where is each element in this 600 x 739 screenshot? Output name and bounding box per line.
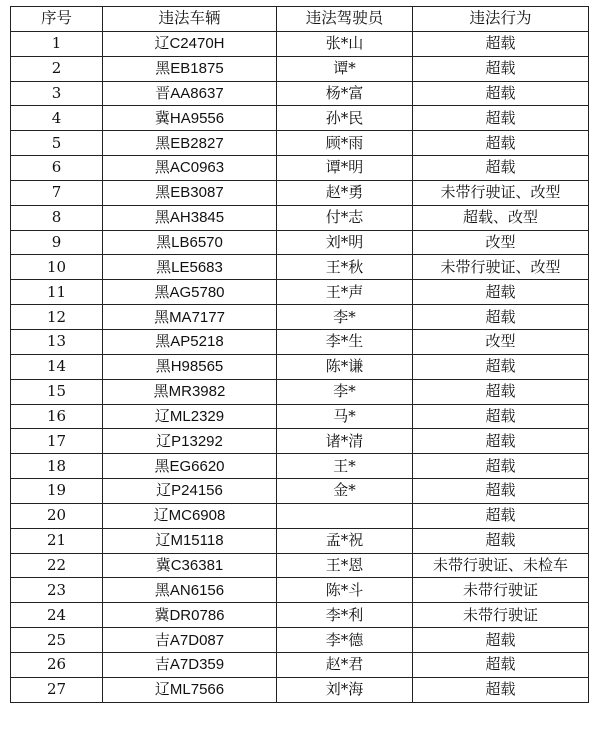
cell-violation: 未带行驶证、未检车 bbox=[413, 553, 589, 578]
table-row bbox=[11, 379, 589, 404]
header-row bbox=[11, 7, 589, 32]
table-row bbox=[11, 255, 589, 280]
cell-violation: 超载 bbox=[413, 454, 589, 479]
cell-serial-number: 15 bbox=[11, 379, 103, 404]
cell-violation: 超载 bbox=[413, 429, 589, 454]
cell-serial-number: 25 bbox=[11, 628, 103, 653]
cell-driver: 王*恩 bbox=[277, 553, 413, 578]
table-row bbox=[11, 503, 589, 528]
cell-driver: 李* bbox=[277, 305, 413, 330]
cell-violation: 超载 bbox=[413, 503, 589, 528]
cell-vehicle-plate: 黑AC0963 bbox=[103, 156, 277, 181]
cell-vehicle-plate: 黑MR3982 bbox=[103, 379, 277, 404]
violations-table bbox=[10, 6, 589, 703]
table-row bbox=[11, 106, 589, 131]
cell-driver: 李*利 bbox=[277, 603, 413, 628]
cell-vehicle-plate: 黑AP5218 bbox=[103, 329, 277, 354]
cell-violation: 超载 bbox=[413, 305, 589, 330]
cell-driver: 金* bbox=[277, 479, 413, 504]
table-row bbox=[11, 280, 589, 305]
cell-vehicle-plate: 黑MA7177 bbox=[103, 305, 277, 330]
cell-serial-number: 3 bbox=[11, 81, 103, 106]
cell-driver: 赵*勇 bbox=[277, 180, 413, 205]
cell-violation: 未带行驶证、改型 bbox=[413, 180, 589, 205]
table-row bbox=[11, 156, 589, 181]
cell-violation: 改型 bbox=[413, 329, 589, 354]
cell-violation: 超载 bbox=[413, 156, 589, 181]
cell-serial-number: 1 bbox=[11, 31, 103, 56]
cell-violation: 超载 bbox=[413, 56, 589, 81]
cell-vehicle-plate: 黑EB3087 bbox=[103, 180, 277, 205]
table-row bbox=[11, 305, 589, 330]
cell-vehicle-plate: 吉A7D087 bbox=[103, 628, 277, 653]
cell-serial-number: 9 bbox=[11, 230, 103, 255]
table-body bbox=[11, 31, 589, 702]
cell-vehicle-plate: 黑LE5683 bbox=[103, 255, 277, 280]
table-row bbox=[11, 230, 589, 255]
table-row bbox=[11, 404, 589, 429]
cell-vehicle-plate: 吉A7D359 bbox=[103, 652, 277, 677]
cell-driver: 诸*清 bbox=[277, 429, 413, 454]
cell-driver: 付*志 bbox=[277, 205, 413, 230]
cell-serial-number: 4 bbox=[11, 106, 103, 131]
cell-vehicle-plate: 黑AG5780 bbox=[103, 280, 277, 305]
table-row bbox=[11, 56, 589, 81]
cell-serial-number: 5 bbox=[11, 131, 103, 156]
cell-violation: 超载 bbox=[413, 379, 589, 404]
table-row bbox=[11, 354, 589, 379]
cell-vehicle-plate: 辽M15118 bbox=[103, 528, 277, 553]
cell-driver: 孙*民 bbox=[277, 106, 413, 131]
cell-vehicle-plate: 晋AA8637 bbox=[103, 81, 277, 106]
table-row bbox=[11, 454, 589, 479]
header-serial-number: 序号 bbox=[11, 7, 103, 32]
table-row bbox=[11, 652, 589, 677]
cell-vehicle-plate: 黑LB6570 bbox=[103, 230, 277, 255]
cell-vehicle-plate: 黑H98565 bbox=[103, 354, 277, 379]
cell-violation: 未带行驶证、改型 bbox=[413, 255, 589, 280]
cell-serial-number: 6 bbox=[11, 156, 103, 181]
cell-driver: 张*山 bbox=[277, 31, 413, 56]
cell-serial-number: 24 bbox=[11, 603, 103, 628]
cell-serial-number: 13 bbox=[11, 329, 103, 354]
table-row bbox=[11, 429, 589, 454]
cell-violation: 超载 bbox=[413, 354, 589, 379]
cell-violation: 超载 bbox=[413, 479, 589, 504]
cell-serial-number: 2 bbox=[11, 56, 103, 81]
cell-violation: 超载 bbox=[413, 131, 589, 156]
cell-vehicle-plate: 冀HA9556 bbox=[103, 106, 277, 131]
cell-serial-number: 26 bbox=[11, 652, 103, 677]
cell-driver: 顾*雨 bbox=[277, 131, 413, 156]
table-row bbox=[11, 205, 589, 230]
table-header bbox=[11, 7, 589, 32]
cell-violation: 超载 bbox=[413, 628, 589, 653]
cell-violation: 未带行驶证 bbox=[413, 578, 589, 603]
cell-vehicle-plate: 黑EG6620 bbox=[103, 454, 277, 479]
cell-violation: 超载、改型 bbox=[413, 205, 589, 230]
cell-serial-number: 17 bbox=[11, 429, 103, 454]
table-row bbox=[11, 81, 589, 106]
cell-serial-number: 16 bbox=[11, 404, 103, 429]
cell-driver: 杨*富 bbox=[277, 81, 413, 106]
cell-vehicle-plate: 辽P24156 bbox=[103, 479, 277, 504]
cell-driver: 陈*斗 bbox=[277, 578, 413, 603]
cell-driver: 马* bbox=[277, 404, 413, 429]
cell-vehicle-plate: 辽C2470H bbox=[103, 31, 277, 56]
cell-violation: 超载 bbox=[413, 404, 589, 429]
cell-serial-number: 23 bbox=[11, 578, 103, 603]
cell-serial-number: 18 bbox=[11, 454, 103, 479]
table-row bbox=[11, 578, 589, 603]
cell-serial-number: 22 bbox=[11, 553, 103, 578]
cell-driver: 王*秋 bbox=[277, 255, 413, 280]
cell-violation: 超载 bbox=[413, 528, 589, 553]
cell-serial-number: 10 bbox=[11, 255, 103, 280]
cell-serial-number: 27 bbox=[11, 677, 103, 702]
table-row bbox=[11, 677, 589, 702]
cell-vehicle-plate: 辽P13292 bbox=[103, 429, 277, 454]
cell-vehicle-plate: 冀C36381 bbox=[103, 553, 277, 578]
cell-driver: 王* bbox=[277, 454, 413, 479]
cell-driver: 刘*海 bbox=[277, 677, 413, 702]
cell-driver: 李* bbox=[277, 379, 413, 404]
cell-serial-number: 19 bbox=[11, 479, 103, 504]
cell-serial-number: 11 bbox=[11, 280, 103, 305]
header-driver: 违法驾驶员 bbox=[277, 7, 413, 32]
table-row bbox=[11, 329, 589, 354]
cell-violation: 改型 bbox=[413, 230, 589, 255]
table-row bbox=[11, 180, 589, 205]
cell-driver bbox=[277, 503, 413, 528]
cell-vehicle-plate: 黑EB2827 bbox=[103, 131, 277, 156]
cell-driver: 谭*明 bbox=[277, 156, 413, 181]
cell-driver: 陈*谦 bbox=[277, 354, 413, 379]
cell-serial-number: 12 bbox=[11, 305, 103, 330]
cell-vehicle-plate: 黑AH3845 bbox=[103, 205, 277, 230]
cell-driver: 赵*君 bbox=[277, 652, 413, 677]
cell-violation: 超载 bbox=[413, 280, 589, 305]
cell-violation: 超载 bbox=[413, 31, 589, 56]
cell-vehicle-plate: 冀DR0786 bbox=[103, 603, 277, 628]
table-row bbox=[11, 131, 589, 156]
cell-serial-number: 14 bbox=[11, 354, 103, 379]
cell-serial-number: 7 bbox=[11, 180, 103, 205]
cell-vehicle-plate: 黑EB1875 bbox=[103, 56, 277, 81]
cell-driver: 刘*明 bbox=[277, 230, 413, 255]
cell-driver: 李*德 bbox=[277, 628, 413, 653]
table-row bbox=[11, 479, 589, 504]
cell-vehicle-plate: 辽ML7566 bbox=[103, 677, 277, 702]
cell-violation: 超载 bbox=[413, 677, 589, 702]
cell-vehicle-plate: 辽MC6908 bbox=[103, 503, 277, 528]
table-row bbox=[11, 553, 589, 578]
cell-driver: 王*声 bbox=[277, 280, 413, 305]
cell-violation: 超载 bbox=[413, 81, 589, 106]
header-vehicle: 违法车辆 bbox=[103, 7, 277, 32]
cell-driver: 孟*祝 bbox=[277, 528, 413, 553]
cell-serial-number: 21 bbox=[11, 528, 103, 553]
cell-driver: 谭* bbox=[277, 56, 413, 81]
table-row bbox=[11, 528, 589, 553]
cell-vehicle-plate: 辽ML2329 bbox=[103, 404, 277, 429]
cell-violation: 超载 bbox=[413, 652, 589, 677]
cell-serial-number: 20 bbox=[11, 503, 103, 528]
table-row bbox=[11, 628, 589, 653]
table-row bbox=[11, 31, 589, 56]
cell-serial-number: 8 bbox=[11, 205, 103, 230]
cell-vehicle-plate: 黑AN6156 bbox=[103, 578, 277, 603]
cell-driver: 李*生 bbox=[277, 329, 413, 354]
header-violation: 违法行为 bbox=[413, 7, 589, 32]
cell-violation: 超载 bbox=[413, 106, 589, 131]
cell-violation: 未带行驶证 bbox=[413, 603, 589, 628]
table-row bbox=[11, 603, 589, 628]
